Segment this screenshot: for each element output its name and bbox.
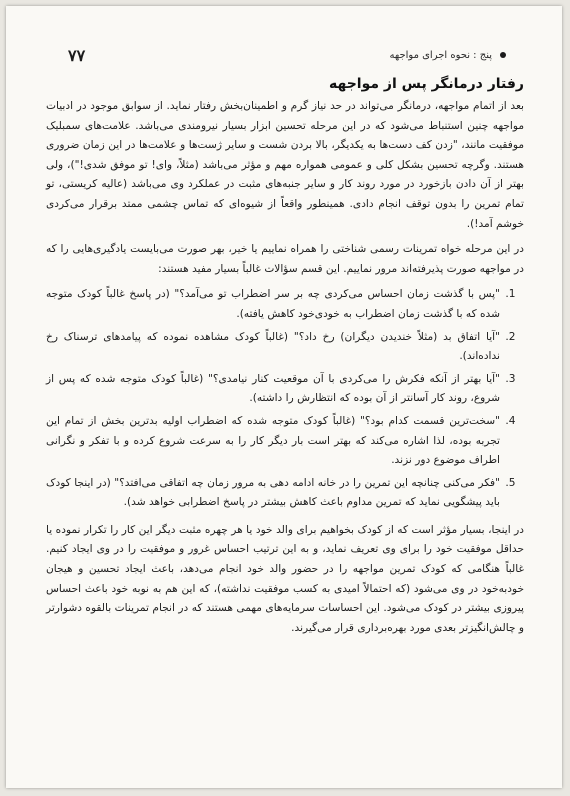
paragraph: بعد از اتمام مواجهه، درمانگر می‌تواند در حد نیاز گرم و اطمینان‌بخش رفتار نماید. از سوابق موجود در ادبیات مواجهه چنین استنباط می‌شود که در این مرحله تحسین ابزار بسیار نیرومندی می‌باشد. علامت‌های سمبلیک موفقیت مانند، "زدن کف دست‌ها به یکدیگر، بالا بردن شست و سایر ژست‌ها و علامت‌ها در این زمان ضروری هستند. وگرچه تحسین بشکل کلی و عمومی همواره مهم و مؤثر می‌باشد (مثلاً، وای! تو موفق شدی!")، ولی بهتر از آن دادن بازخورد در مورد روند کار و سایر جنبه‌های مثبت در عملکرد وی می‌باشد (عالیه کریستی، تو تمام تمرین را بدون توقف انجام دادی. همینطور واقعاً از شیوه‌ای که تماس چشمی ممتد برقرار می‌کردی خوشم آمد!). bbox=[46, 100, 524, 230]
running-title: پنج : نحوه اجرای مواجهه bbox=[389, 49, 492, 61]
page-content bbox=[46, 74, 524, 644]
question-item: 5. "فکر می‌کنی چنانچه این تمرین را در خانه ادامه دهی به مرور زمان چه اتفاقی می‌افتد؟" (در اینجا کودک باید پیشگویی نماید که تمرین مداوم باعث کاهش بیشتر در پاسخ اضطرابی خواهد شد). bbox=[46, 474, 502, 513]
paragraph: در این مرحله خواه تمرینات رسمی شناختی را همراه نماییم یا خیر، بهر صورت می‌بایست یادگیری‌هایی را که در مواجهه صورت پذیرفته‌اند مرور نماییم. این قسم سؤالات غالباً بسیار مفید هستند: bbox=[46, 243, 524, 275]
page-number: ۷۷ bbox=[68, 45, 86, 65]
question-item: 3. "آیا بهتر از آنکه فکرش را می‌کردی با آن موقعیت کنار نیامدی؟" (غالباً کودک متوجه شده که پس از شروع، روند کار آسانتر از آن بوده که انتظارش را داشته). bbox=[46, 370, 502, 409]
paragraph: در اینجا، بسیار مؤثر است که از کودک بخواهیم برای والد خود یا هر چهره مثبت دیگر این کار را تکرار نموده یا حداقل موفقیت خود را برای وی تعریف نماید، و به این ترتیب احساس غرور و موفقیت را در وی ایجاد کنیم. غالباً هنگامی که کودک تمرین مواجهه را در حضور والد خود انجام می‌دهد، باعث ایجاد تحسین و هیجان خودبه‌خود در وی می‌شود (که احتمالاً امیدی به کسب موفقیت نداشته)، که این هم به نوبه خود باعث احساس پیروزی بیشتر در کودک می‌شود. این احساسات سرمایه‌های مهمی هستند که در انجام تمرینات بالقوه دشوارتر و چالش‌انگیزتر بعدی مورد بهره‌برداری قرار می‌گیرند. bbox=[46, 523, 524, 634]
running-header bbox=[389, 50, 506, 61]
section-heading: رفتار درمانگر پس از مواجهه bbox=[328, 76, 524, 92]
bullet-icon bbox=[500, 52, 506, 58]
question-item: 1. "پس با گذشت زمان احساس می‌کردی چه بر سر اضطراب تو می‌آمد؟" (در پاسخ غالباً کودک متوجه شده که با گذشت زمان اضطراب به خودی‌خود کاهش یافته). bbox=[46, 285, 502, 324]
question-item: 2. "آیا اتفاق بد (مثلاً خندیدن دیگران) رخ داد؟" (غالباً کودک مشاهده نموده که پیامدهای ترسناک رخ نداده‌اند). bbox=[46, 328, 502, 367]
book-page bbox=[6, 6, 562, 788]
question-item: 4. "سخت‌ترین قسمت کدام بود؟" (غالباً کودک متوجه شده که اضطراب اولیه بدترین بخش از تمام این تجربه بوده، لذا اشاره می‌کند که بهتر است بار دیگر کار را به سرعت شروع کرده و با تفکر و نگرانی اطراف موضوع دور نزند. bbox=[46, 412, 502, 471]
page-header bbox=[68, 44, 506, 66]
question-list bbox=[46, 285, 524, 513]
